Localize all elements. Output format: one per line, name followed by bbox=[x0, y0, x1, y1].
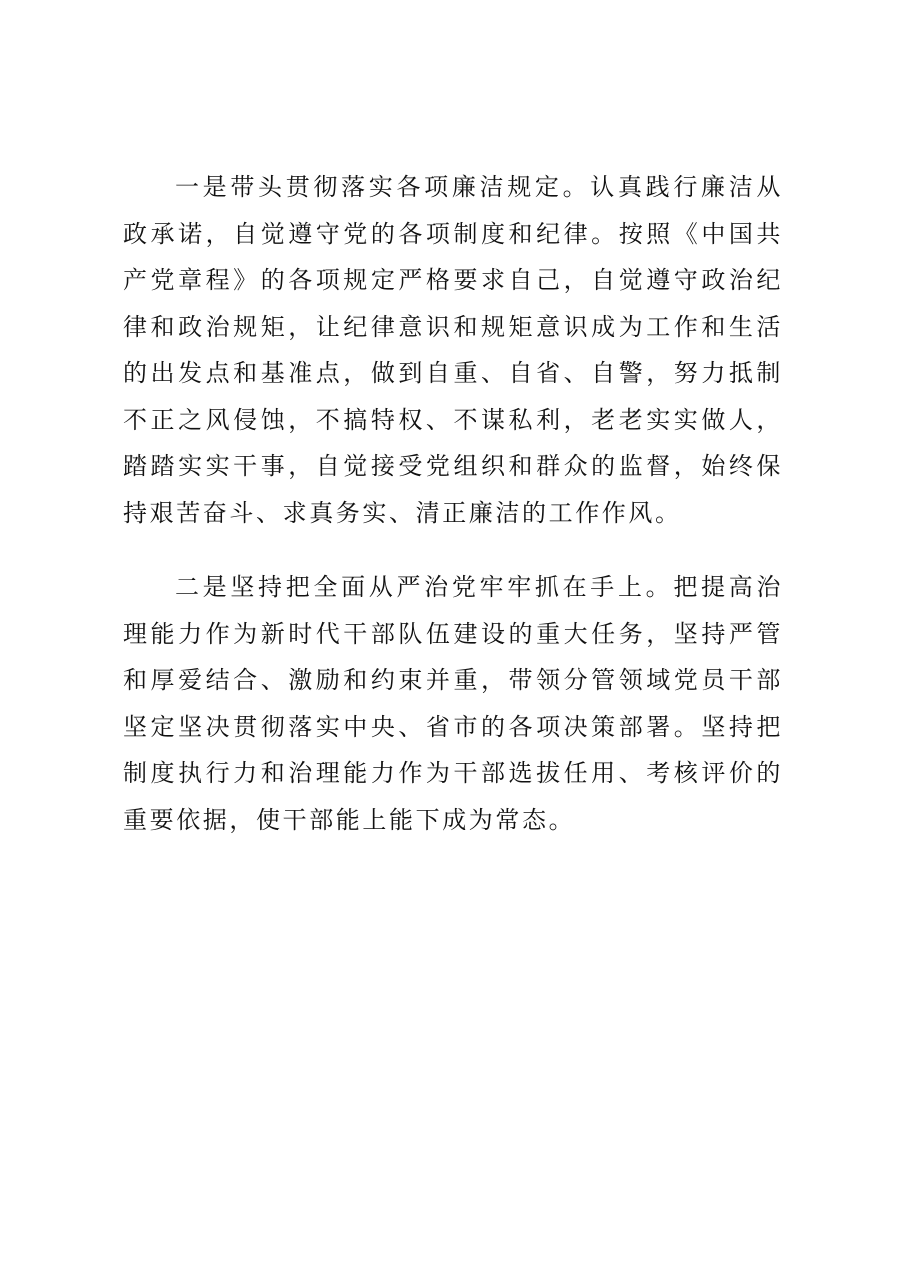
document-body bbox=[123, 164, 783, 871]
paragraph-1: 一是带头贯彻落实各项廉洁规定。认真践行廉洁从政承诺，自觉遵守党的各项制度和纪律。按照《中国共产党章程》的各项规定严格要求自己，自觉遵守政治纪律和政治规矩，让纪律意识和规矩意识成为工作和生活的出发点和基准点，做到自重、自省、自警，努力抵制不正之风侵蚀，不搞特权、不谋私利，老老实实做人，踏踏实实干事，自觉接受党组织和群众的监督，始终保持艰苦奋斗、求真务实、清正廉洁的工作作风。 bbox=[123, 173, 783, 527]
paragraph-2: 二是坚持把全面从严治党牢牢抓在手上。把提高治理能力作为新时代干部队伍建设的重大任务，坚持严管和厚爱结合、激励和约束并重，带领分管领域党员干部坚定坚决贯彻落实中央、省市的各项决策部署。坚持把制度执行力和治理能力作为干部选拔任用、考核评价的重要依据，使干部能上能下成为常态。 bbox=[123, 573, 783, 834]
